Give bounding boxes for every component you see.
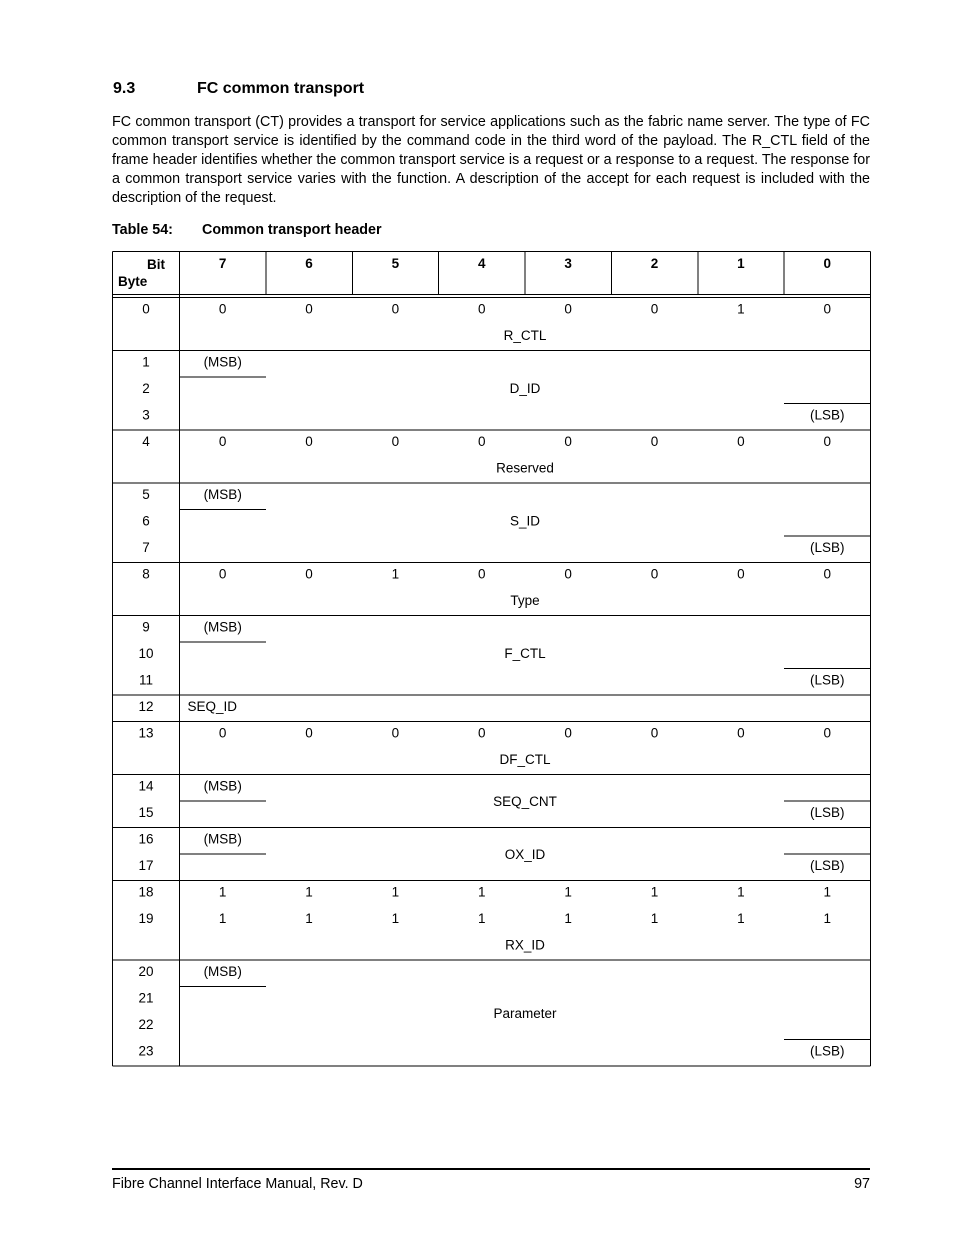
bit-header-0: 0 [823,256,832,271]
bit-value: 0 [564,301,572,317]
field-name: Parameter [493,1006,557,1021]
bit-value: 1 [737,301,745,317]
byte-number: 11 [138,672,154,688]
bit-value: 0 [391,725,400,741]
bit-value: 0 [478,725,486,741]
byte-number: 15 [138,805,154,820]
field-name: SEQ_CNT [493,794,557,809]
bit-value: 1 [737,884,745,900]
lsb-marker: (LSB) [810,407,845,423]
byte-number: 8 [142,566,150,582]
field-name: Type [510,593,540,608]
field-name: F_CTL [504,646,546,661]
body-paragraph: FC common transport (CT) provides a transport for service applications such as the fabric name server. The type of FC common transport service is identified by the command code in the third word of the payload. The R_CTL field of the frame header identifies whether the common transport service is a request or a response to a request. The response for a common transport service varies with the function. A description of the accept for each request is included with the description of the request. [112,114,870,206]
bit-header-label: Bit [147,257,165,272]
field-name: D_ID [509,381,541,396]
bit-value: 0 [823,434,832,449]
footer-title: Fibre Channel Interface Manual, Rev. D [112,1176,363,1192]
byte-number: 22 [138,1017,154,1032]
bit-value: 1 [305,884,313,900]
bit-value: 0 [218,301,227,317]
bit-value: 0 [218,434,227,449]
byte-number: 1 [142,354,150,370]
bit-value: 1 [218,911,227,926]
bit-value: 0 [478,566,486,582]
byte-number: 3 [142,407,150,423]
bit-value: 0 [650,725,659,741]
bit-value: 0 [650,301,659,317]
bit-value: 1 [737,911,745,926]
bit-value: 1 [564,884,572,900]
lsb-marker: (LSB) [810,672,845,688]
field-name: DF_CTL [499,752,551,767]
msb-marker: (MSB) [203,964,242,979]
lsb-marker: (LSB) [810,540,845,555]
bit-value: 0 [218,566,227,582]
bit-header-2: 2 [650,256,659,271]
bit-value: 0 [305,725,313,741]
byte-number: 19 [138,911,154,926]
bit-header-5: 5 [391,256,400,271]
bit-value: 0 [478,434,486,449]
byte-header-label: Byte [118,274,148,289]
byte-number: 18 [138,884,154,900]
byte-number: 17 [138,858,154,873]
bit-value: 1 [391,566,400,582]
byte-number: 12 [138,699,154,714]
bit-value: 0 [737,566,745,582]
byte-number: 4 [142,434,150,449]
byte-number: 21 [138,990,154,1006]
bit-header-6: 6 [305,256,313,271]
msb-marker: (MSB) [203,354,242,370]
bit-value: 0 [218,725,227,741]
table-caption-number: Table 54: [112,222,173,238]
bit-value: 1 [391,884,400,900]
field-name: SEQ_ID [187,699,238,714]
bit-value: 0 [650,566,659,582]
section-number: 9.3 [113,80,136,97]
msb-marker: (MSB) [203,619,242,635]
byte-number: 5 [142,487,150,502]
bit-value: 1 [823,911,832,926]
field-name: S_ID [509,513,541,529]
bit-header-7: 7 [218,256,227,271]
byte-number: 16 [138,831,154,847]
msb-marker: (MSB) [203,831,242,847]
field-name: RX_ID [505,937,545,953]
bit-value: 0 [737,725,745,741]
byte-number: 13 [138,725,154,741]
field-name: R_CTL [503,328,547,343]
bit-value: 0 [823,725,832,741]
field-name: OX_ID [504,847,546,862]
bit-value: 1 [650,911,659,926]
bit-value: 1 [305,911,313,926]
bit-value: 0 [564,566,572,582]
byte-number: 23 [138,1043,154,1059]
bit-value: 1 [478,911,486,926]
byte-number: 0 [142,301,150,317]
bit-value: 0 [564,725,572,741]
bit-value: 1 [391,911,400,926]
bit-value: 0 [650,434,659,449]
bit-value: 0 [305,566,313,582]
bit-header-1: 1 [737,256,745,271]
bit-value: 0 [391,434,400,449]
msb-marker: (MSB) [203,778,242,794]
page-number: 97 [854,1176,870,1192]
bit-value: 0 [391,301,400,317]
bit-value: 1 [823,884,832,900]
byte-number: 14 [138,778,154,794]
byte-number: 2 [142,381,150,396]
bit-value: 0 [823,566,832,582]
lsb-marker: (LSB) [810,1043,845,1059]
bit-value: 0 [478,301,486,317]
bit-value: 0 [737,434,745,449]
bit-value: 0 [305,301,313,317]
bit-value: 0 [305,434,313,449]
field-name: Reserved [496,460,554,476]
bit-value: 0 [564,434,572,449]
table-caption-title: Common transport header [202,222,382,238]
lsb-marker: (LSB) [810,805,845,820]
byte-number: 10 [138,646,154,661]
byte-number: 9 [142,619,150,635]
bit-value: 1 [218,884,227,900]
byte-number: 20 [138,964,154,979]
bit-value: 1 [650,884,659,900]
msb-marker: (MSB) [203,487,242,502]
section-title: FC common transport [197,80,365,97]
footer-rule [112,1168,870,1170]
bit-value: 1 [478,884,486,900]
bit-value: 0 [823,301,832,317]
lsb-marker: (LSB) [810,858,845,873]
bit-header-4: 4 [478,256,486,271]
byte-number: 7 [142,540,150,555]
bit-value: 1 [564,911,572,926]
bit-header-3: 3 [564,256,572,271]
byte-number: 6 [142,513,150,529]
